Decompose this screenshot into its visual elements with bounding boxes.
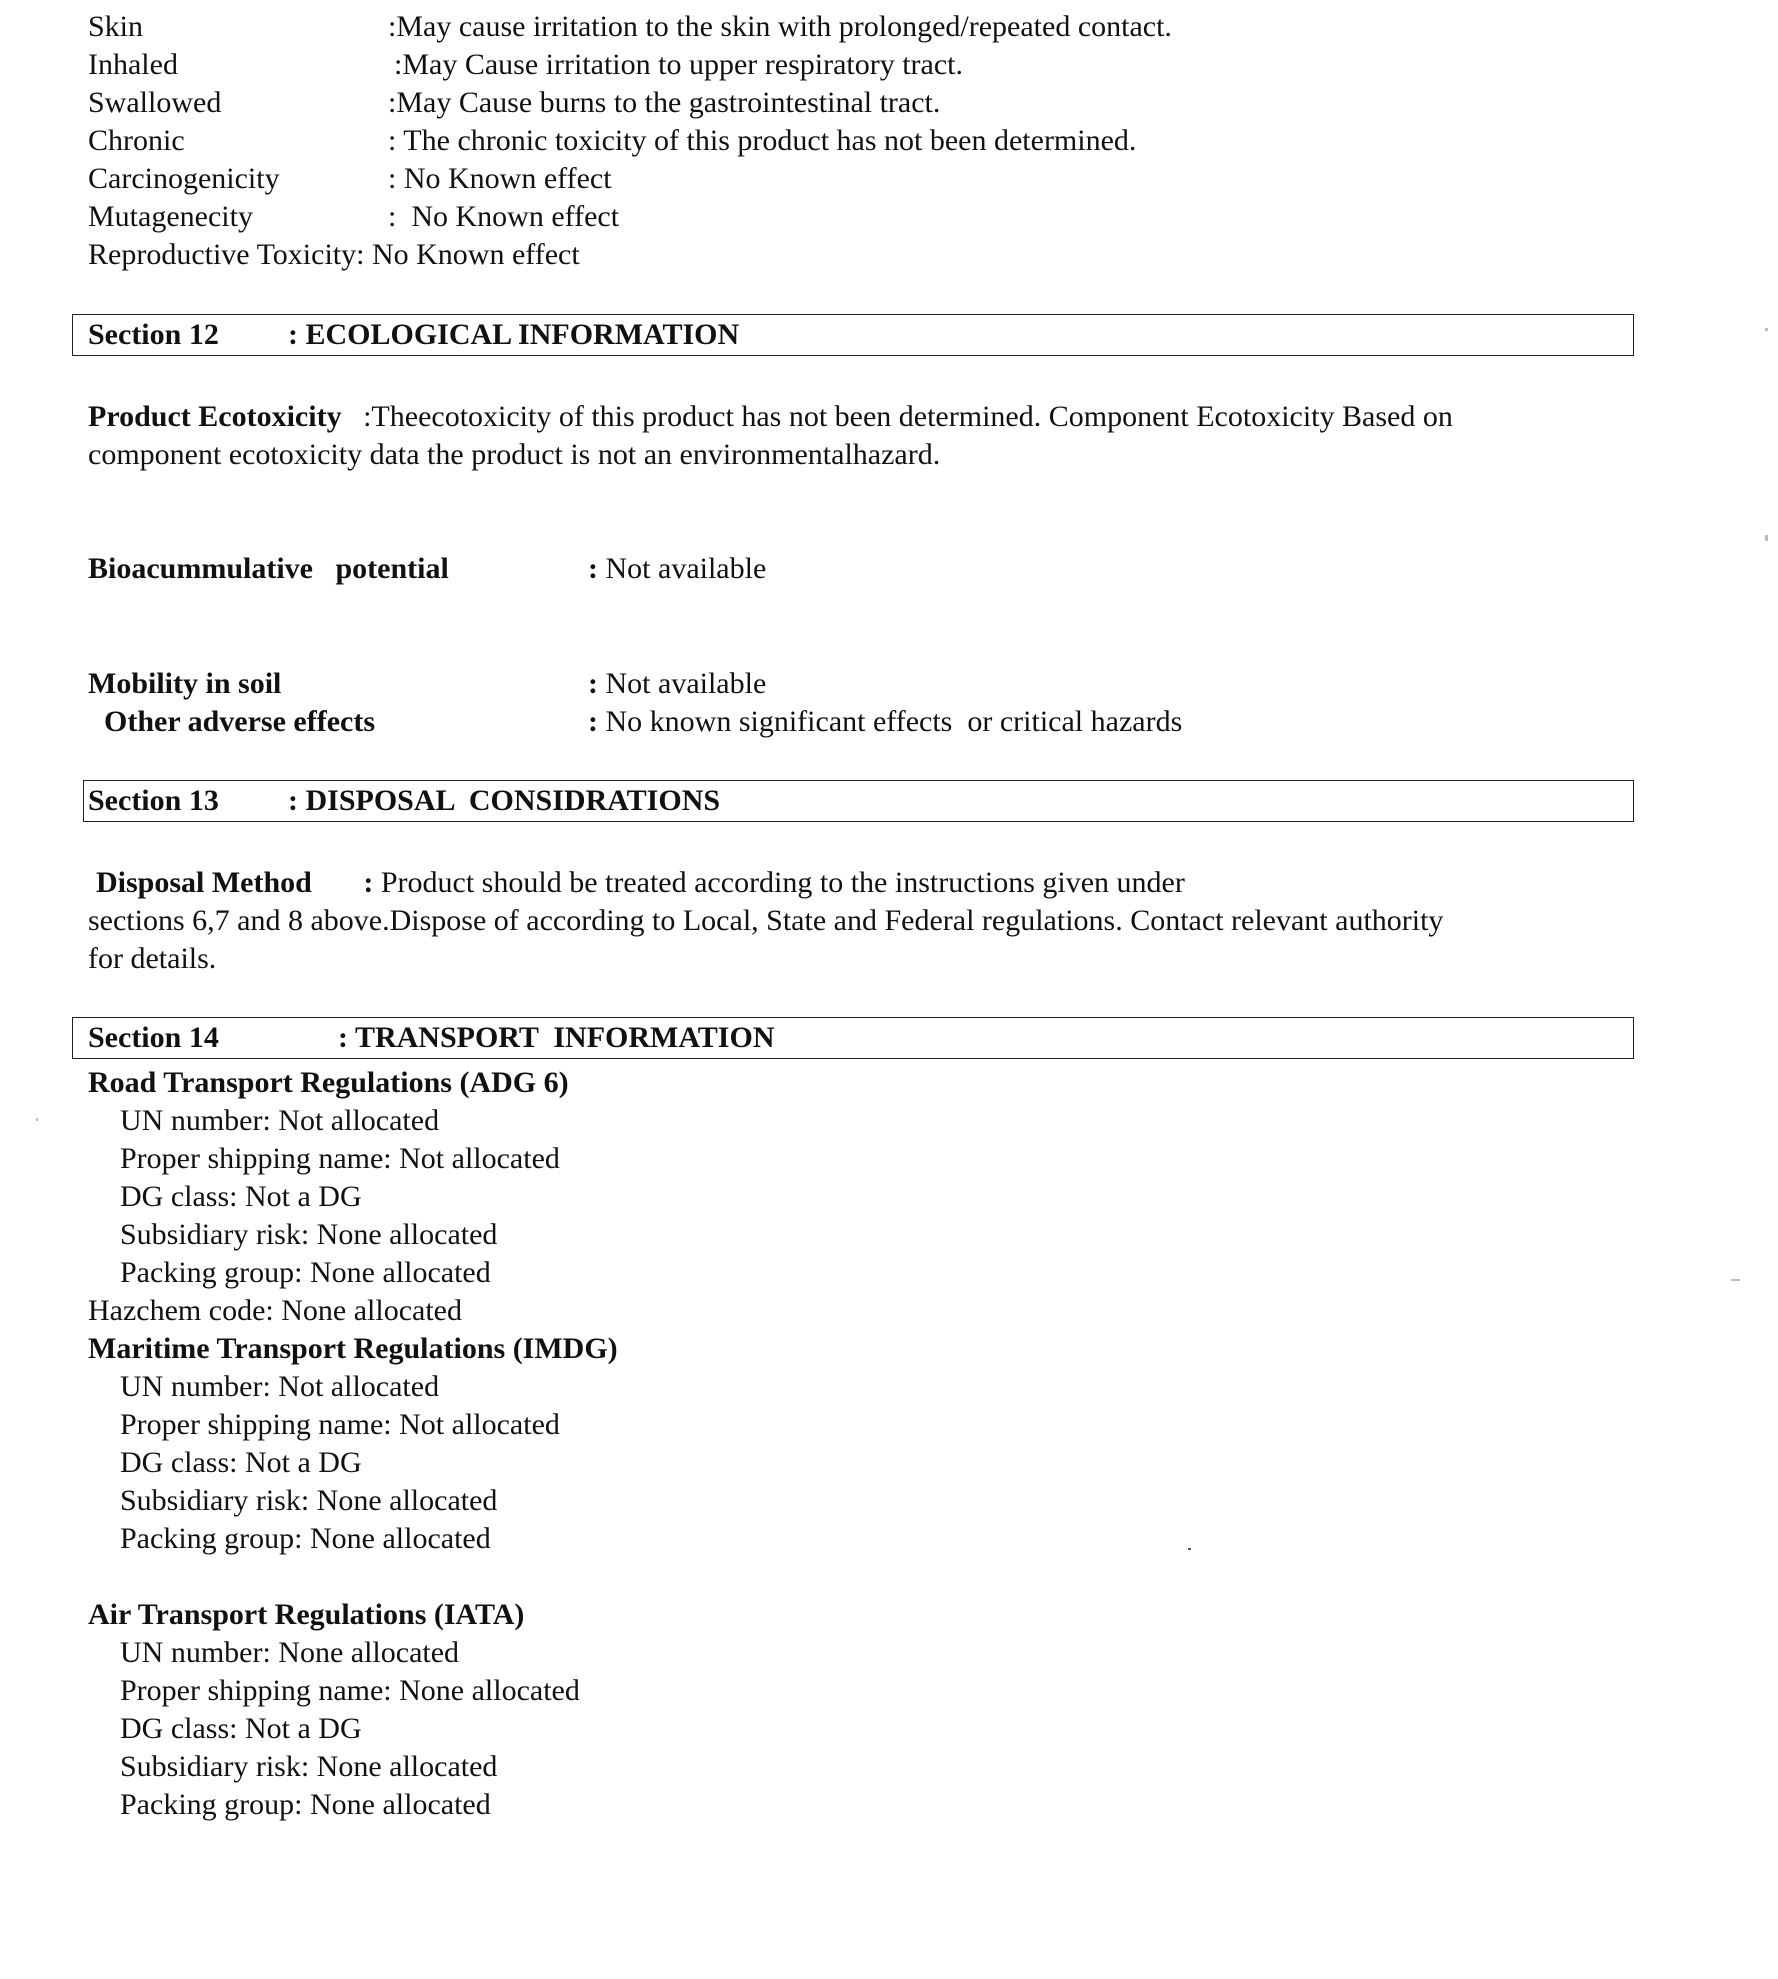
tox-sep: : bbox=[356, 238, 372, 271]
tox-row-inhaled bbox=[88, 46, 963, 84]
maritime-item: DG class: Not a DG bbox=[120, 1446, 362, 1479]
tox-sep: : bbox=[388, 200, 412, 233]
scan-speck bbox=[36, 1118, 38, 1121]
air-item: DG class: Not a DG bbox=[120, 1712, 362, 1745]
road-item: Packing group: None allocated bbox=[120, 1256, 491, 1289]
tox-label: Carcinogenicity bbox=[88, 162, 280, 195]
section-number: Section 14 bbox=[88, 1021, 219, 1054]
disposal-method-label: Disposal Method bbox=[96, 866, 312, 899]
section-number: Section 13 bbox=[88, 784, 219, 817]
section-14-header bbox=[72, 1017, 1634, 1059]
tox-label: Mutagenecity bbox=[88, 200, 253, 233]
product-ecotoxicity-label: Product Ecotoxicity bbox=[88, 400, 342, 433]
road-item: Subsidiary risk: None allocated bbox=[120, 1218, 498, 1251]
tox-sep: : bbox=[388, 124, 404, 157]
scan-speck bbox=[1765, 535, 1768, 541]
mobility-sep: : bbox=[588, 667, 598, 700]
mobility-row bbox=[88, 665, 767, 703]
scan-speck bbox=[1765, 328, 1768, 331]
disposal-method-line3: for details. bbox=[88, 942, 217, 975]
other-adverse-value: No known significant effects or critical hazards bbox=[605, 705, 1183, 738]
section-13-header bbox=[83, 780, 1634, 822]
tox-value: No Known effect bbox=[411, 200, 620, 233]
bioaccumulative-label: Bioacummulative potential bbox=[88, 552, 449, 585]
tox-value: No Known effect bbox=[371, 238, 580, 271]
product-ecotoxicity-line2: component ecotoxicity data the product is not an environmentalhazard. bbox=[88, 438, 941, 471]
section-title: : DISPOSAL CONSIDRATIONS bbox=[288, 784, 721, 817]
road-item: DG class: Not a DG bbox=[120, 1180, 362, 1213]
scan-speck bbox=[1731, 1279, 1740, 1281]
air-item: Subsidiary risk: None allocated bbox=[120, 1750, 498, 1783]
product-ecotoxicity-line1: Theecotoxicity of this product has not been determined. Component Ecotoxicity Based on bbox=[371, 400, 1453, 433]
tox-row-mutagenecity bbox=[88, 198, 620, 236]
tox-value: May Cause burns to the gastrointestinal tract. bbox=[396, 86, 941, 119]
maritime-item: Packing group: None allocated bbox=[120, 1522, 491, 1555]
disposal-method-sep: : bbox=[363, 866, 374, 899]
tox-sep: : bbox=[388, 162, 404, 195]
air-item: UN number: None allocated bbox=[120, 1636, 460, 1669]
tox-row-carcinogenicity bbox=[88, 160, 612, 198]
product-ecotoxicity-sep: : bbox=[363, 400, 372, 433]
road-item: UN number: Not allocated bbox=[120, 1104, 440, 1137]
maritime-item: Proper shipping name: Not allocated bbox=[120, 1408, 560, 1441]
scan-speck bbox=[1188, 1548, 1191, 1550]
mobility-value: Not available bbox=[605, 667, 767, 700]
air-item: Packing group: None allocated bbox=[120, 1788, 491, 1821]
tox-value: No Known effect bbox=[403, 162, 612, 195]
tox-value: The chronic toxicity of this product has not been determined. bbox=[403, 124, 1137, 157]
tox-label: Skin bbox=[88, 10, 144, 43]
road-item: Proper shipping name: Not allocated bbox=[120, 1142, 560, 1175]
tox-row-skin bbox=[88, 8, 1172, 46]
section-number: Section 12 bbox=[88, 318, 219, 351]
other-adverse-sep: : bbox=[588, 705, 598, 738]
tox-label: Reproductive Toxicity bbox=[88, 238, 357, 271]
maritime-transport-heading: Maritime Transport Regulations (IMDG) bbox=[88, 1332, 618, 1365]
air-transport-heading: Air Transport Regulations (IATA) bbox=[88, 1598, 525, 1631]
other-adverse-row bbox=[104, 703, 1183, 741]
bioaccumulative-row bbox=[88, 550, 767, 588]
maritime-item: UN number: Not allocated bbox=[120, 1370, 440, 1403]
product-ecotoxicity bbox=[88, 398, 1628, 474]
mobility-label: Mobility in soil bbox=[88, 667, 282, 700]
bioaccumulative-value: Not available bbox=[605, 552, 767, 585]
tox-row-swallowed bbox=[88, 84, 941, 122]
tox-label: Chronic bbox=[88, 124, 185, 157]
other-adverse-label: Other adverse effects bbox=[104, 705, 375, 738]
tox-sep: : bbox=[394, 48, 403, 81]
tox-sep: : bbox=[388, 10, 397, 43]
disposal-method bbox=[88, 864, 1628, 978]
tox-label: Inhaled bbox=[88, 48, 178, 81]
disposal-method-line1: Product should be treated according to the instructions given under bbox=[380, 866, 1185, 899]
tox-value: May Cause irritation to upper respiratory tract. bbox=[402, 48, 963, 81]
tox-value: May cause irritation to the skin with prolonged/repeated contact. bbox=[396, 10, 1172, 43]
section-title: : ECOLOGICAL INFORMATION bbox=[288, 318, 740, 351]
tox-row-chronic bbox=[88, 122, 1137, 160]
tox-sep: : bbox=[388, 86, 397, 119]
tox-label: Swallowed bbox=[88, 86, 222, 119]
road-transport-heading: Road Transport Regulations (ADG 6) bbox=[88, 1066, 569, 1099]
section-title: : TRANSPORT INFORMATION bbox=[338, 1021, 775, 1054]
bioaccumulative-sep: : bbox=[588, 552, 598, 585]
hazchem-code: Hazchem code: None allocated bbox=[88, 1294, 462, 1327]
section-12-header bbox=[72, 314, 1634, 356]
disposal-method-line2: sections 6,7 and 8 above.Dispose of according to Local, State and Federal regulations. Contact relevant authority bbox=[88, 904, 1444, 937]
tox-row-reproductive bbox=[88, 236, 580, 274]
air-item: Proper shipping name: None allocated bbox=[120, 1674, 580, 1707]
maritime-item: Subsidiary risk: None allocated bbox=[120, 1484, 498, 1517]
